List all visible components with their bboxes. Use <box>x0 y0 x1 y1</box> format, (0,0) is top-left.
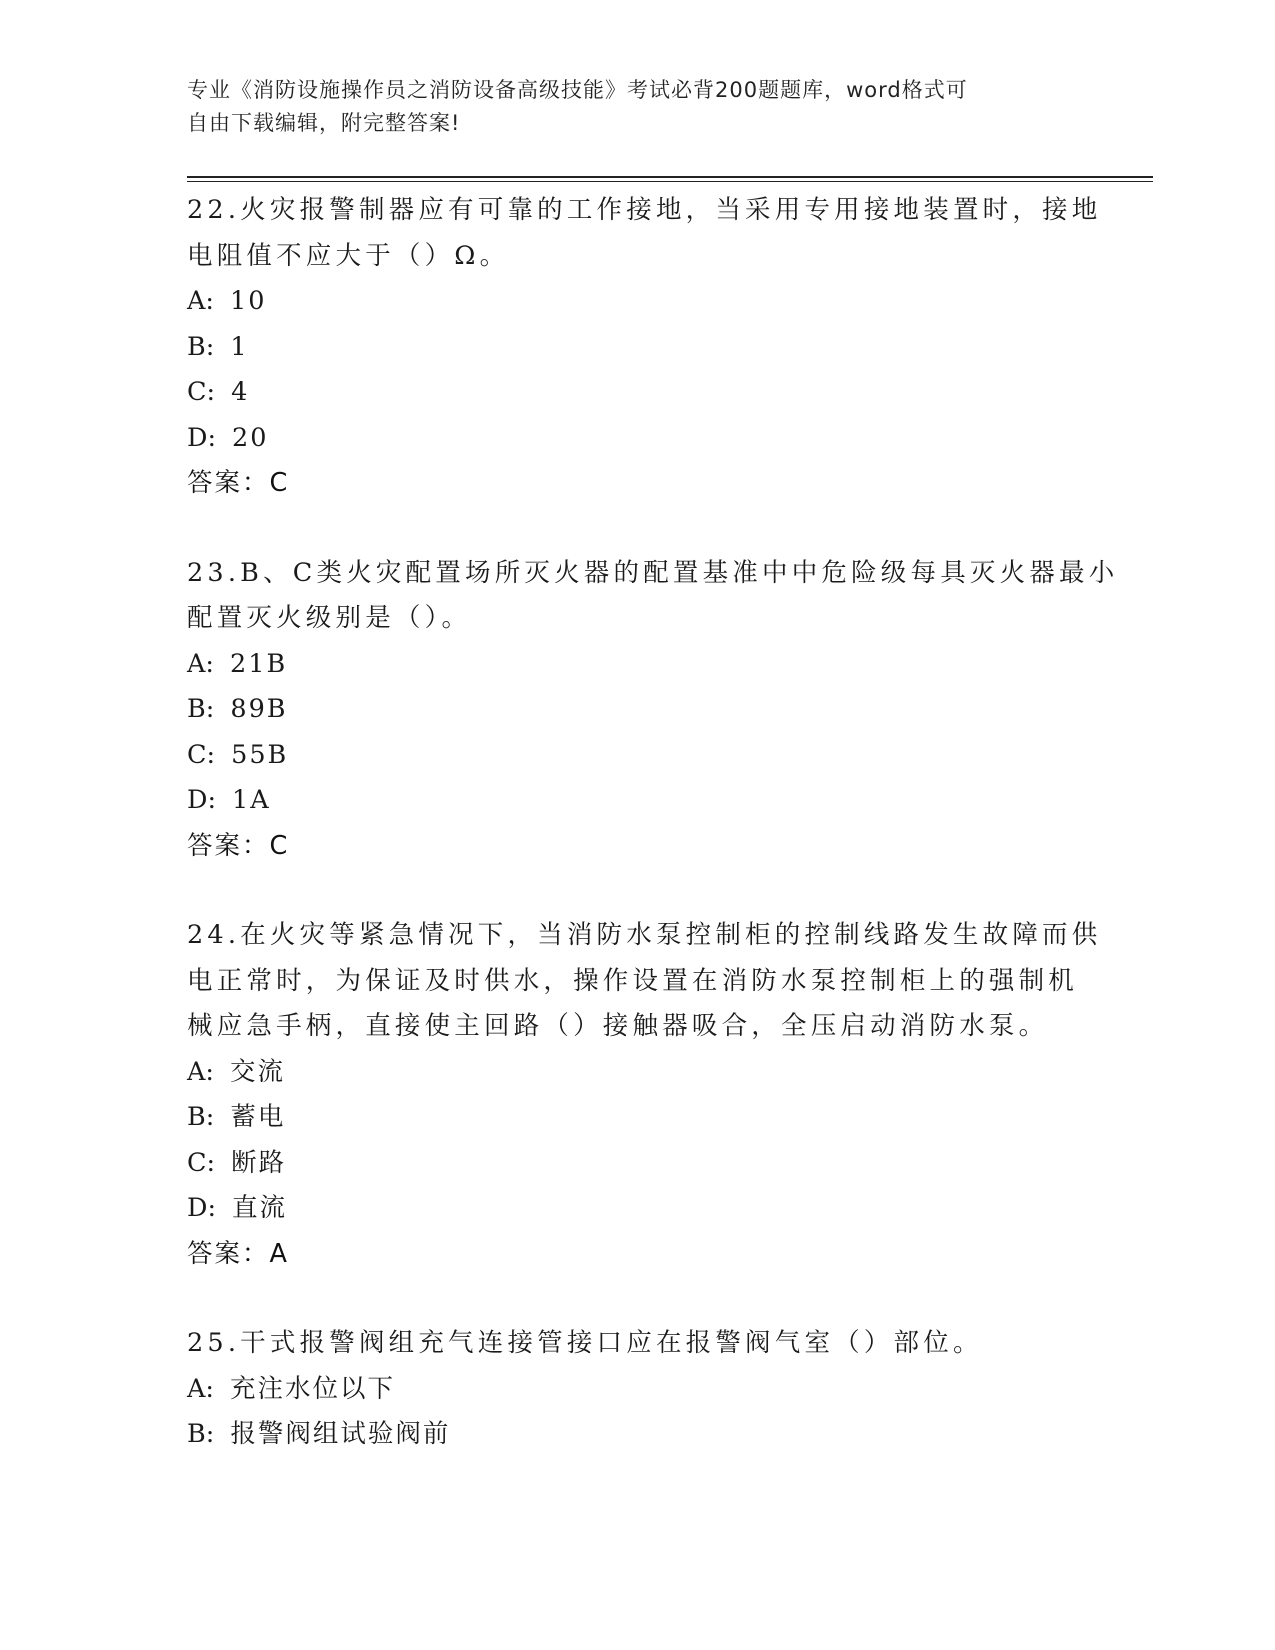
header-line-2: 自由下载编辑，附完整答案! <box>187 111 461 135</box>
question-23 <box>187 551 1119 870</box>
option-b: B: 报警阀组试验阀前 <box>187 1419 451 1449</box>
option-text: 蓄电 <box>230 1102 286 1132</box>
question-25 <box>187 1321 1087 1458</box>
option-c: C: 断路 <box>187 1147 287 1178</box>
option-text: 断路 <box>231 1147 287 1178</box>
option-key: B <box>187 694 206 724</box>
question-22 <box>187 188 1102 507</box>
answer-line: 答案：C <box>187 468 290 498</box>
answer-line: 答案：C <box>187 830 290 861</box>
option-text: 充注水位以下 <box>230 1373 396 1404</box>
option-a: A: 21B <box>187 648 288 679</box>
stem-line: 电阻值不应大于（）Ω。 <box>187 240 510 271</box>
option-d: D: 1A <box>187 785 271 815</box>
question-list <box>187 188 1119 1502</box>
option-d: D: 20 <box>187 422 269 453</box>
question-stem <box>187 188 1102 279</box>
option-text: 直流 <box>232 1193 288 1223</box>
stem-line: 械应急手柄，直接使主回路（）接触器吸合，全压启动消防水泵。 <box>187 1011 1049 1041</box>
option-key: C <box>187 739 207 770</box>
option-key: B <box>187 331 206 362</box>
stem-line: 25.干式报警阀组充气连接管接口应在报警阀气室（）部位。 <box>187 1328 983 1358</box>
stem-line: 24.在火灾等紧急情况下，当消防水泵控制柜的控制线路发生故障而供 <box>187 920 1102 950</box>
question-stem <box>187 1321 1087 1367</box>
option-key: D <box>187 785 208 815</box>
stem-line: 23.B、C类火灾配置场所灭火器的配置基准中中危险级每具灭火器最小 <box>187 557 1119 588</box>
option-c: C: 55B <box>187 739 289 770</box>
stem-line: 电正常时，为保证及时供水，操作设置在消防水泵控制柜上的强制机 <box>187 965 1079 996</box>
option-a: A: 交流 <box>187 1056 286 1087</box>
stem-line: 22.火灾报警制器应有可靠的工作接地，当采用专用接地装置时，接地 <box>187 195 1102 225</box>
header-divider-thick <box>187 176 1153 178</box>
option-text: 20 <box>232 422 269 453</box>
option-key: D <box>187 422 208 453</box>
option-text: 89B <box>230 694 288 724</box>
option-key: A <box>187 648 206 679</box>
option-b: B: 蓄电 <box>187 1102 286 1132</box>
option-b: B: 1 <box>187 331 249 362</box>
option-key: A <box>187 1056 206 1087</box>
question-24 <box>187 913 1102 1277</box>
option-key: A <box>187 286 206 316</box>
question-stem <box>187 913 1102 1050</box>
option-key: D <box>187 1193 208 1223</box>
option-c: C: 4 <box>187 377 250 407</box>
option-a: A: 10 <box>187 286 267 316</box>
document-header <box>187 74 1087 140</box>
option-key: B <box>187 1419 206 1449</box>
option-text: 1 <box>230 331 249 362</box>
stem-line: 配置灭火级别是（）。 <box>187 603 472 633</box>
option-key: A <box>187 1373 206 1404</box>
option-key: B <box>187 1102 206 1132</box>
option-d: D: 直流 <box>187 1193 288 1223</box>
option-a: A: 充注水位以下 <box>187 1373 396 1404</box>
option-key: C <box>187 1147 207 1178</box>
option-text: 交流 <box>230 1056 286 1087</box>
option-text: 55B <box>231 739 289 770</box>
question-stem <box>187 551 1119 642</box>
header-line-1: 专业《消防设施操作员之消防设备高级技能》考试必背200题题库，word格式可 <box>187 78 968 102</box>
option-text: 4 <box>231 377 250 407</box>
answer-line: 答案：A <box>187 1238 289 1269</box>
option-b: B: 89B <box>187 694 288 724</box>
option-text: 报警阀组试验阀前 <box>230 1419 451 1449</box>
option-text: 1A <box>232 785 271 815</box>
option-text: 10 <box>230 286 267 316</box>
header-divider-thin <box>187 181 1153 182</box>
option-key: C <box>187 377 207 407</box>
option-text: 21B <box>230 648 288 679</box>
